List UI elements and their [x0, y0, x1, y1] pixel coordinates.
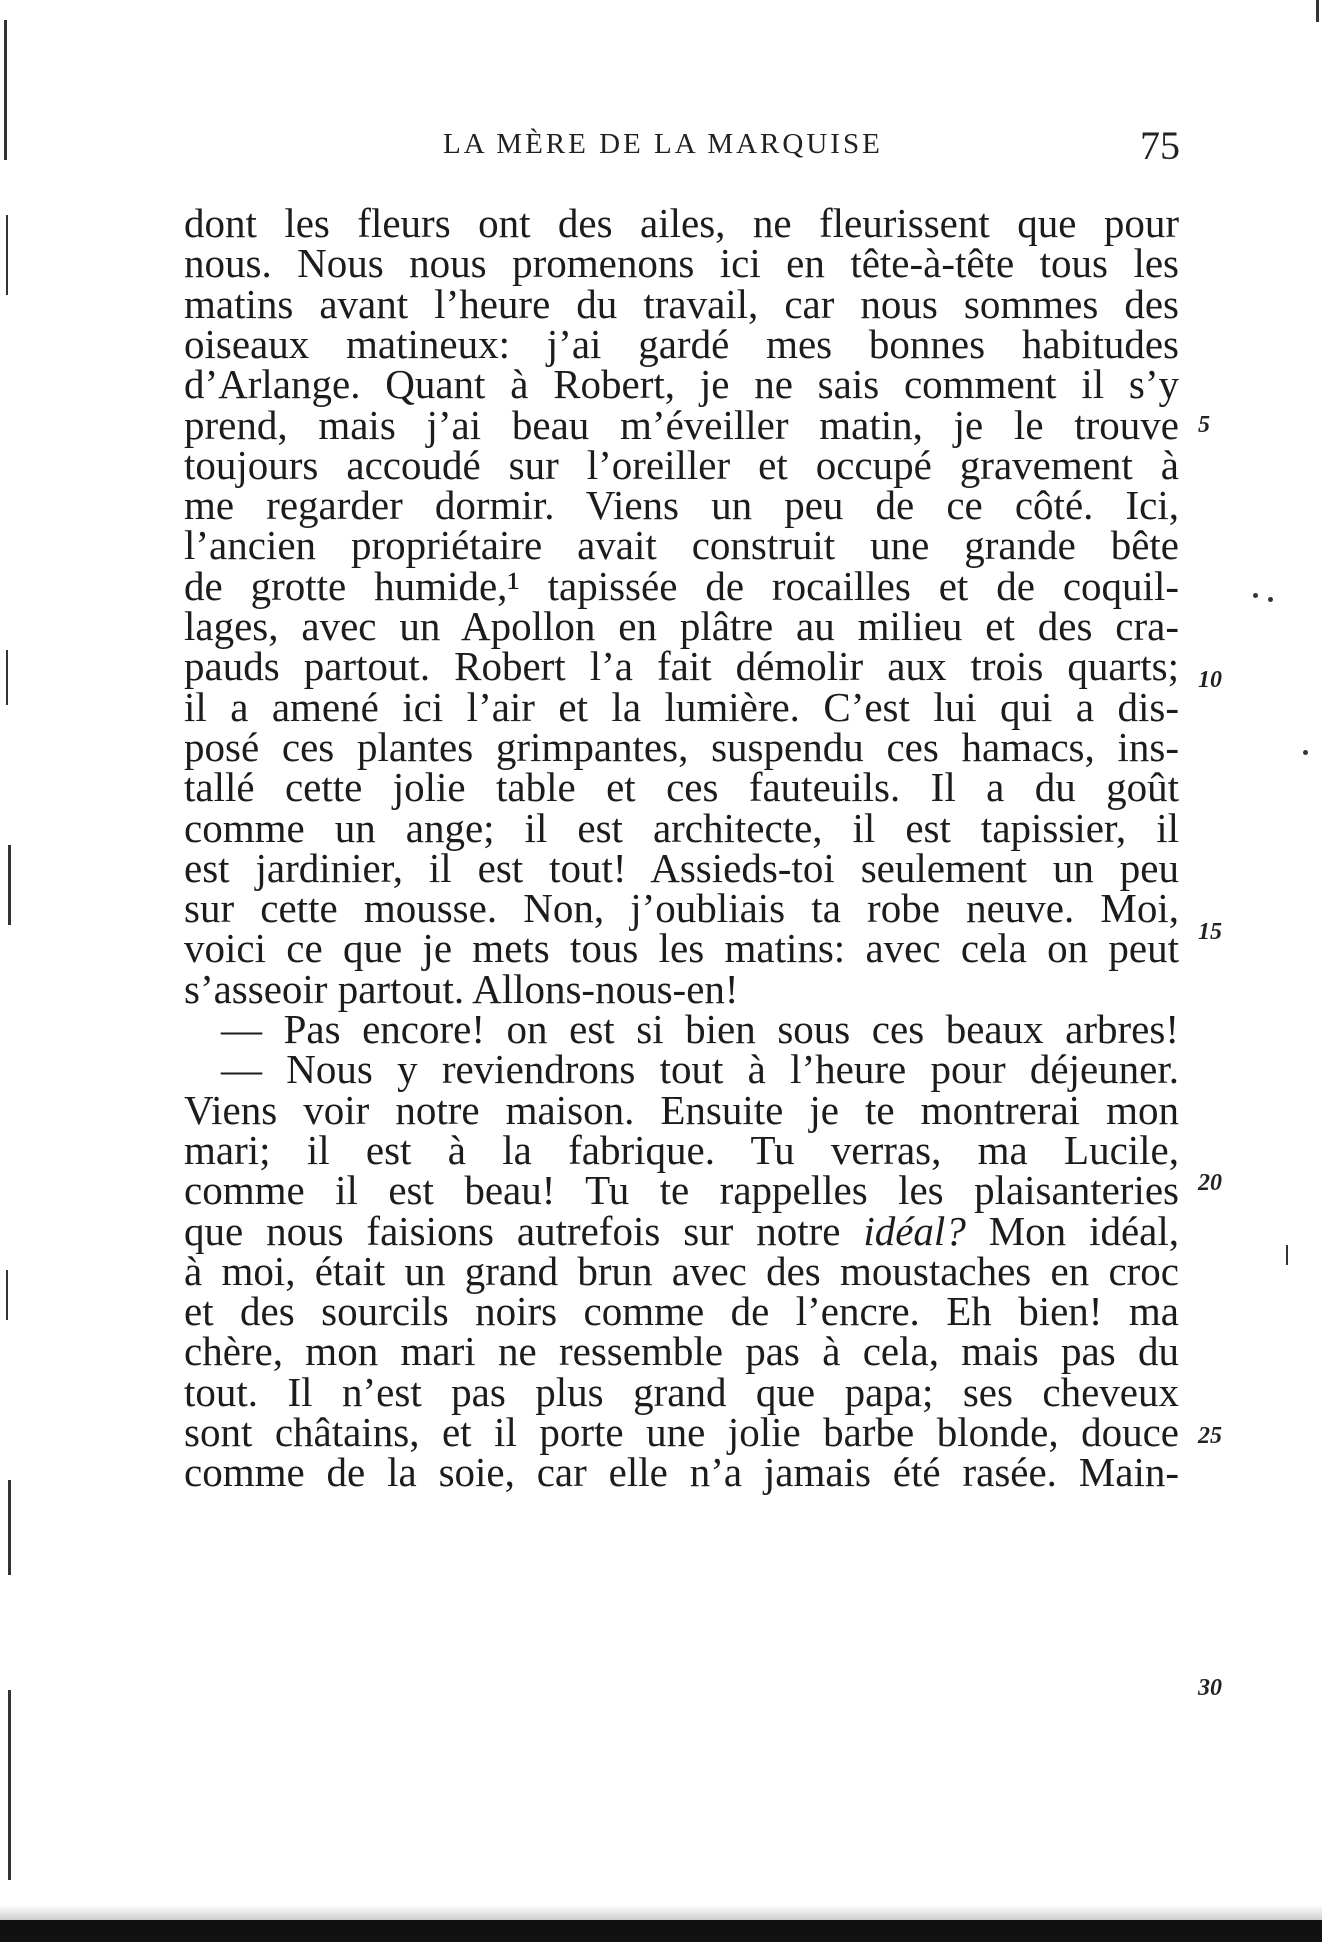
- line-number-20: 20: [1198, 1170, 1222, 1196]
- scan-edge-mark: [1286, 1245, 1288, 1265]
- text-line: nous. Nous nous promenons ici en tête-à-tête tous les: [184, 240, 1179, 287]
- scan-edge-mark: [6, 215, 8, 295]
- scan-edge-mark: [8, 1480, 11, 1575]
- text-line: et des sourcils noirs comme de l’encre. Eh bien! ma: [184, 1288, 1179, 1335]
- text-line: dont les fleurs ont des ailes, ne fleurissent que pour: [184, 200, 1179, 246]
- text-line: à moi, était un grand brun avec des moustaches en croc: [184, 1247, 1179, 1294]
- scan-edge-mark: [8, 1690, 11, 1880]
- text-line: d’Arlange. Quant à Robert, je ne sais comment il s’y: [184, 361, 1179, 408]
- text-span: Mon idéal,: [965, 1207, 1179, 1254]
- text-line: mari; il est à la fabrique. Tu verras, ma Lucile,: [184, 1126, 1179, 1173]
- text-line: tout. Il n’est pas plus grand que papa; ses cheveux: [184, 1368, 1179, 1415]
- text-line: chère, mon mari ne ressemble pas à cela, mais pas du: [184, 1328, 1179, 1375]
- text-line: lages, avec un Apollon en plâtre au milieu et des cra-: [184, 603, 1179, 649]
- dialogue-line: — Nous y reviendrons tout à l’heure pour déjeuner.: [221, 1046, 1179, 1093]
- scan-edge-mark: [1316, 0, 1319, 22]
- scan-edge-mark: [6, 650, 8, 705]
- text-line: est jardinier, il est tout! Assieds-toi seulement un peu: [184, 844, 1179, 891]
- scan-speck: [1253, 593, 1258, 598]
- line-number-30: 30: [1198, 1675, 1222, 1701]
- scan-edge-mark: [6, 1270, 8, 1320]
- text-line: posé ces plantes grimpantes, suspendu ces hamacs, ins-: [184, 723, 1179, 770]
- text-line: comme de la soie, car elle n’a jamais été rasée. Main-: [184, 1449, 1179, 1496]
- line-number-15: 15: [1198, 919, 1222, 945]
- scan-speck: [1268, 597, 1273, 602]
- text-line: comme un ange; il est architecte, il est tapissier, il: [184, 804, 1179, 851]
- text-line: pauds partout. Robert l’a fait démolir aux trois quarts;: [184, 643, 1179, 690]
- text-line: toujours accoudé sur l’oreiller et occupé gravement à: [184, 441, 1179, 488]
- text-line: oiseaux matineux: j’ai gardé mes bonnes habitudes: [184, 320, 1179, 367]
- text-line: Viens voir notre maison. Ensuite je te montrerai mon: [184, 1086, 1179, 1133]
- text-line: me regarder dormir. Viens un peu de ce côté. Ici,: [184, 482, 1179, 529]
- page-number: 75: [1140, 123, 1180, 168]
- scan-speck: [1303, 750, 1308, 755]
- scan-bottom-edge: [0, 1920, 1322, 1942]
- text-line: comme il est beau! Tu te rappelles les plaisanteries: [184, 1167, 1179, 1214]
- text-line: prend, mais j’ai beau m’éveiller matin, je le trouve: [184, 401, 1179, 448]
- line-number-10: 10: [1198, 667, 1222, 693]
- text-line: matins avant l’heure du travail, car nous sommes des: [184, 280, 1179, 327]
- scan-edge-mark: [8, 845, 11, 925]
- line-number-5: 5: [1198, 412, 1210, 438]
- scan-edge-mark: [4, 20, 7, 160]
- text-span: que nous faisions autrefois sur notre: [184, 1207, 864, 1254]
- text-line: l’ancien propriétaire avait construit une grande bête: [184, 522, 1179, 569]
- running-title: LA MÈRE DE LA MARQUISE: [443, 128, 883, 160]
- text-line: sont châtains, et il porte une jolie barbe blonde, douce: [184, 1409, 1179, 1455]
- text-line: de grotte humide,¹ tapissée de rocailles et de coquil-: [184, 562, 1179, 609]
- text-line: voici ce que je mets tous les matins: avec cela on peut: [184, 925, 1179, 972]
- dialogue-line: — Pas encore! on est si bien sous ces beaux arbres!: [221, 1006, 1179, 1052]
- text-line: il a amené ici l’air et la lumière. C’est lui qui a dis-: [184, 683, 1179, 730]
- text-line: sur cette mousse. Non, j’oubliais ta robe neuve. Moi,: [184, 885, 1179, 932]
- text-line: s’asseoir partout. Allons-nous-en!: [184, 965, 739, 1012]
- italic-word: idéal?: [863, 1207, 966, 1254]
- text-line: tallé cette jolie table et ces fauteuils. Il a du goût: [184, 764, 1179, 811]
- line-number-25: 25: [1198, 1423, 1222, 1449]
